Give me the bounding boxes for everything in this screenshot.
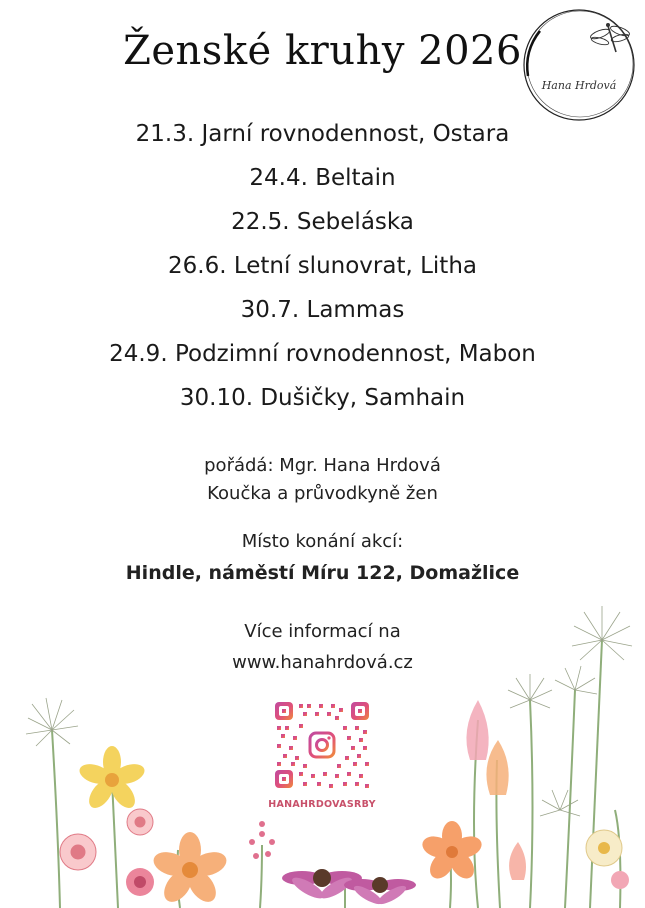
event-item: 24.9. Podzimní rovnodennost, Mabon (109, 341, 536, 367)
qr-code[interactable] (273, 700, 371, 790)
instagram-handle: HANAHRDOVASRBY (268, 799, 376, 810)
dragonfly-icon (589, 23, 630, 52)
logo (520, 6, 638, 124)
venue-address: Hindle, náměstí Míru 122, Domažlice (125, 562, 520, 584)
organizer-block (0, 452, 645, 508)
event-item: 21.3. Jarní rovnodennost, Ostara (135, 121, 510, 147)
organizer-role: Koučka a průvodkyně žen (207, 483, 438, 504)
event-item: 26.6. Letní slunovrat, Litha (168, 253, 477, 279)
event-item: 24.4. Beltain (249, 165, 396, 191)
event-item: 30.7. Lammas (240, 297, 405, 323)
instagram-icon (307, 730, 337, 760)
logo-text: Hana Hrdová (541, 79, 617, 92)
event-list (0, 112, 645, 420)
more-info-label: Více informací na (244, 621, 401, 642)
website-link[interactable]: www.hanahrdová.cz (232, 652, 413, 673)
venue-block (0, 528, 645, 587)
organizer-name: pořádá: Mgr. Hana Hrdová (204, 455, 441, 476)
venue-label: Místo konání akcí: (241, 531, 404, 552)
page-title: Ženské kruhy 2026 (123, 28, 522, 74)
event-item: 22.5. Sebeláska (231, 209, 414, 235)
event-item: 30.10. Dušičky, Samhain (179, 385, 466, 411)
